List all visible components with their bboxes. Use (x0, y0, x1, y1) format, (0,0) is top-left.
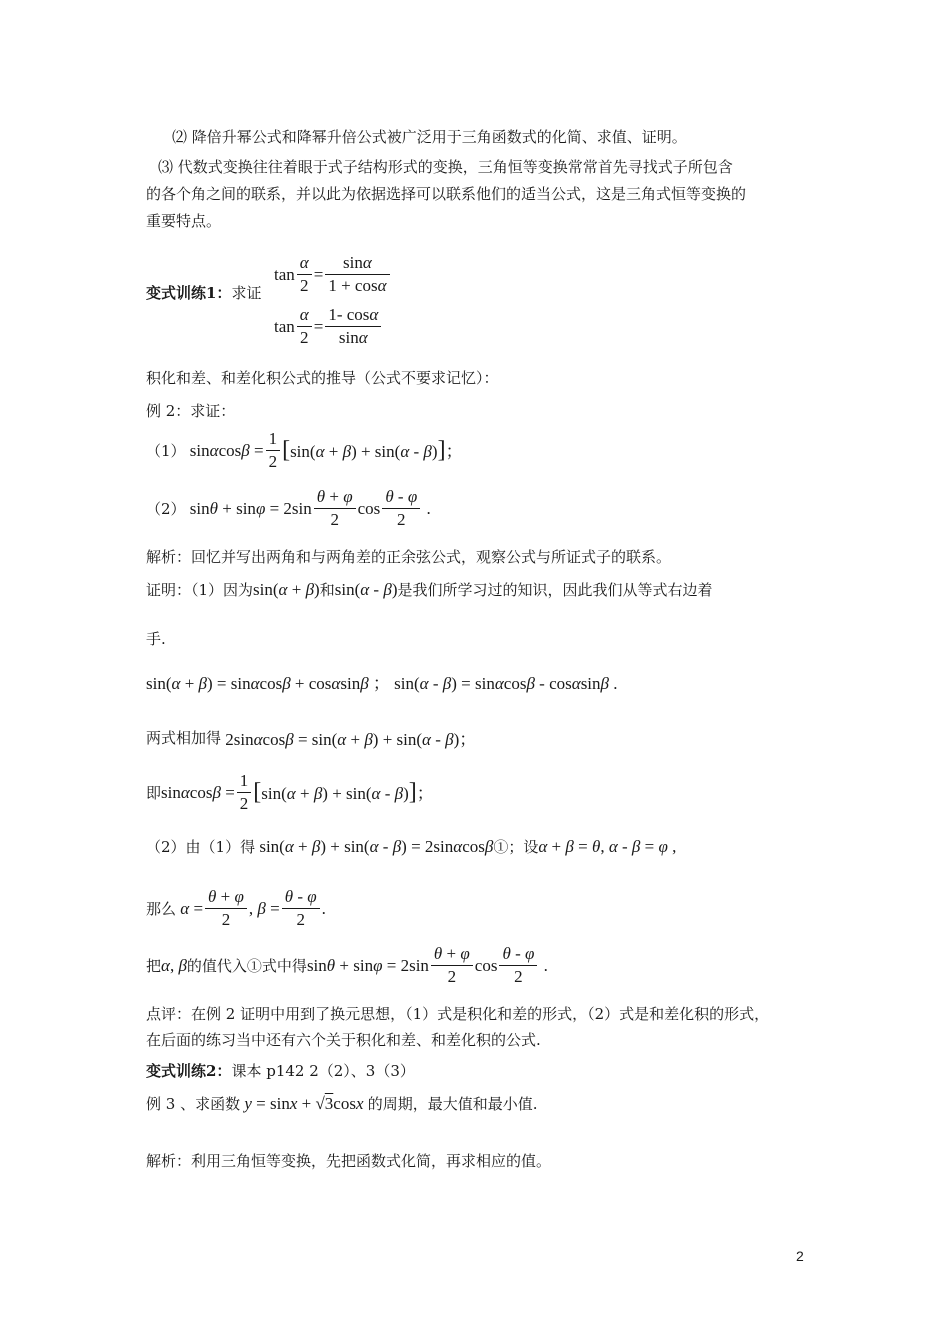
example2-item2: （2） sinθ + sinφ = 2sin $\frac{\theta + \varphi}{2}$ cos $\frac{\theta - \varphi}{2}$ . (146, 487, 431, 529)
exercise2 (146, 1061, 415, 1081)
part2-text: （2）由（1）得 (146, 838, 256, 856)
formula-tan-half-1: tan $\frac{\alpha}{2}$ = $\frac{\sin\alpha}{1 + \cos\alpha}$ (274, 252, 392, 297)
example2-analysis: 解析：回忆并写出两角和与两角差的正余弦公式，观察公式与所证式子的联系。 (146, 548, 672, 566)
proof-end: 手. (146, 630, 166, 648)
proof-conclusion1: 即 sinαcosβ = $\frac{1}{2}$ [sin(α + β) + sin(α - β)]； (146, 771, 434, 813)
comment-line2: 在后面的练习当中还有六个关于积化和差、和差化积的公式. (146, 1031, 541, 1049)
exercise2-text: 课本 p142 2（2）、3（3） (231, 1062, 415, 1080)
proof-expansions: sin(α + β) = sinαcosβ + cosαsinβ ； sin(α - β) = sinαcosβ - cosαsinβ . (146, 674, 618, 693)
formula-tan-half-2: tan $\frac{\alpha}{2}$ = $\frac{1- \cos\alpha}{\sin\alpha}$ (274, 304, 383, 349)
add-text: 两式相加得 (146, 728, 222, 747)
proof-and: 和 (319, 581, 335, 599)
proof-then: 那么 α = $\frac{\theta + \varphi}{2}$ , β = $\frac{\theta - \varphi}{2}$ . (146, 887, 326, 929)
circle1-text: ①；设 (493, 838, 539, 856)
note-3-line3: 重要特点。 (146, 212, 222, 230)
proof-substitute: 把 α, β 的值代入①式中得 sinθ + sinφ = 2sin $\frac{\theta + \varphi}{2}$ cos $\frac{\theta - \varphi}{2}$ . (146, 944, 548, 986)
then-text: 那么 (146, 899, 177, 918)
exercise1-prompt: 求证 (231, 284, 262, 302)
exercise2-label: 变式训练2： (146, 1062, 232, 1080)
example3-rest: 的周期，最大值和最小值. (367, 1095, 538, 1113)
substitute2-text: 的值代入①式中得 (186, 956, 307, 975)
example3-title: 例 3 、求函数 (146, 1095, 241, 1113)
proof-line1: 证明：（1）因为 sin(α + β) 和 sin(α - β) 是我们所学习过的知识，因此我们从等式右边着 (146, 580, 713, 599)
example3-line: 例 3 、求函数 y = sinx + √3cosx 的周期，最大值和最小值. (146, 1094, 538, 1113)
substitute-text: 把 (146, 956, 162, 975)
note-2: ⑵ 降倍升幂公式和降幂升倍公式被广泛用于三角函数式的化简、求值、证明。 (172, 128, 687, 146)
note-3-line1: ⑶ 代数式变换往往着眼于式子结构形式的变换，三角恒等变换常常首先寻找式子所包含 (158, 158, 733, 176)
exercise1-heading (146, 283, 261, 303)
ji-text: 即 (146, 783, 162, 802)
proof-part2: （2）由（1）得 sin(α + β) + sin(α - β) = 2sinαcosβ ①；设 α + β = θ, α - β = φ , (146, 837, 677, 856)
example2-title: 例 2：求证： (146, 402, 236, 420)
proof-start: 证明：（1）因为 (146, 581, 254, 599)
proof-rest: 是我们所学习过的知识，因此我们从等式右边着 (397, 581, 713, 599)
example3-analysis: 解析：利用三角恒等变换，先把函数式化简，再求相应的值。 (146, 1152, 552, 1170)
note-3-line2: 的各个角之间的联系，并以此为依据选择可以联系他们的适当公式，这是三角式恒等变换的 (146, 185, 747, 203)
example2-item1: （1） sinαcosβ = $\frac{1}{2}$ [sin(α + β) + sin(α - β)]； (146, 429, 463, 471)
section-title: 积化和差、和差化积公式的推导（公式不要求记忆）： (146, 369, 499, 387)
page-number: 2 (796, 1248, 804, 1264)
comment-line1: 点评：在例 2 证明中用到了换元思想，（1）式是积化和差的形式，（2）式是和差化积的形式， (146, 1005, 770, 1023)
item2-label: （2） (146, 499, 186, 518)
proof-add: 两式相加得 2sinαcosβ = sin(α + β) + sin(α - β)； (146, 728, 477, 749)
item1-label: （1） (146, 441, 186, 460)
exercise1-label: 变式训练1： (146, 284, 232, 302)
